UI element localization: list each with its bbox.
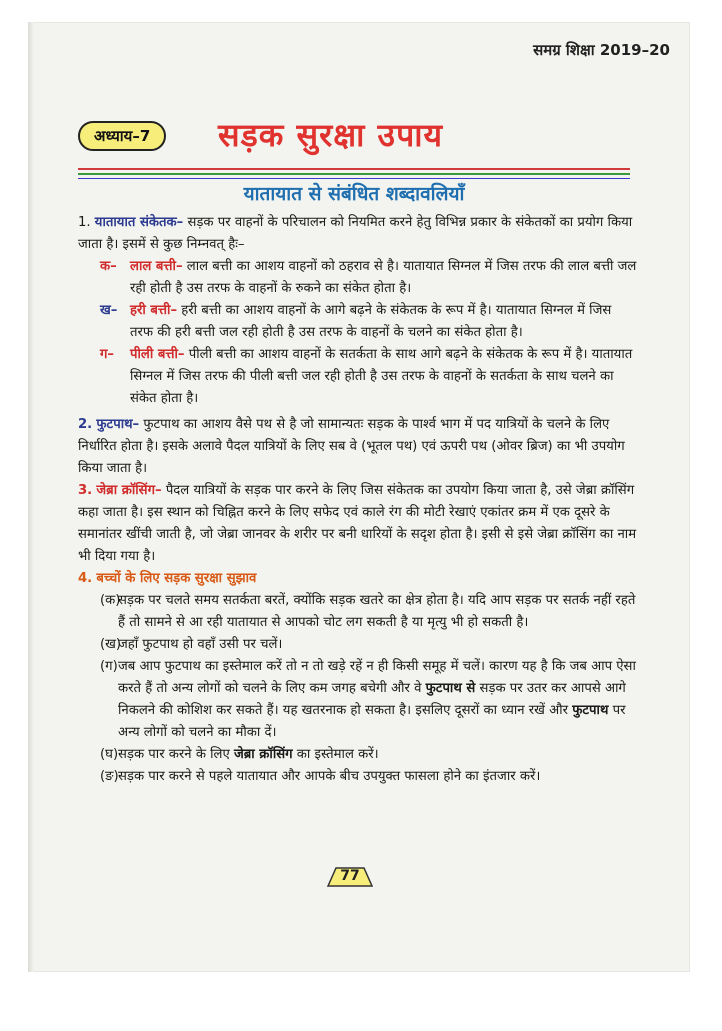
section-text: फुटपाथ का आशय वैसे पथ से है जो सामान्यतः सड़क के पार्श्व भाग में पद यात्रियों के चलने के लिए निर्धारित होता है। इसके अलावे पैदल यात्रियों के लिए सब वे (भूतल पथ) एवं ऊपरी पथ (ओवर ब्रिज) का भी उपयोग किया जाता है।: [78, 417, 625, 476]
section-number: 4.: [78, 571, 93, 586]
section-text: सड़क पर वाहनों के परिचालन को नियमित करने हेतु विभिन्न प्रकार के संकेतकों का प्रयोग किया जाता है। इसमें से कुछ निम्नवत् हैः–: [78, 215, 633, 252]
section-label: बच्चों के लिए सड़क सुरक्षा सुझाव: [96, 571, 257, 586]
tip-bold-b: फुटपाथ: [572, 703, 609, 718]
section-label: फुटपाथ–: [96, 417, 140, 432]
section-label: जेब्रा क्रॉसिंग–: [96, 483, 162, 498]
section-child-safety: [78, 568, 638, 590]
item-text: लाल बत्ती का आशय वाहनों को ठहराव से है। यातायात सिग्नल में जिस तरफ की लाल बत्ती जल रही होती है उस तरफ के वाहनों के रुकने का संकेत होता है।: [130, 259, 637, 296]
page-number: 77: [340, 868, 360, 884]
section-traffic-signs: [78, 212, 638, 256]
safety-tip-kha: [78, 634, 638, 656]
item-mark: ग–: [100, 347, 115, 362]
tip-bold-a: फुटपाथ से: [425, 681, 476, 696]
tip-tag: (क): [100, 593, 121, 608]
section-subtitle: यातायात से संबंधित शब्दावलियाँ: [243, 183, 465, 205]
safety-tip-nga: [78, 766, 638, 788]
page-number-badge: [326, 866, 374, 888]
tip-text-a: सड़क पार करने के लिए: [118, 747, 234, 762]
section-label: यातायात संकेतक–: [94, 215, 184, 230]
item-mark: ख–: [100, 303, 118, 318]
tip-bold-a: जेब्रा क्रॉसिंग: [233, 747, 293, 762]
section-number: 3.: [78, 483, 93, 498]
item-text: हरी बत्ती का आशय वाहनों के आगे बढ़ने के संकेतक के रूप में है। यातायात सिग्नल में जिस तरफ की हरी बत्ती जल रही होती है उस तरफ के वाहनों के चलने का संकेत होता है।: [130, 303, 612, 340]
signal-item-green: [78, 300, 638, 344]
divider-blue: [78, 178, 630, 179]
tip-text: सड़क पार करने से पहले यातायात और आपके बीच उपयुक्त फासला होने का इंतजार करें।: [118, 769, 541, 784]
tip-text: जहाँ फुटपाथ हो वहाँ उसी पर चलें।: [118, 637, 283, 652]
item-mark: क–: [100, 259, 117, 274]
chapter-heading: [78, 115, 638, 163]
safety-tip-ka: [78, 590, 638, 634]
tip-text-b: का इस्तेमाल करें।: [292, 747, 379, 762]
safety-tip-ga: [78, 656, 638, 744]
page-body: [78, 212, 638, 788]
section-footpath: [78, 414, 638, 480]
signal-item-red: [78, 256, 638, 300]
section-number: 1.: [78, 215, 91, 230]
divider-green: [78, 173, 630, 175]
item-label: पीली बत्ती–: [130, 347, 185, 362]
page-fold-shadow: [28, 22, 34, 972]
tip-tag: (ग): [100, 659, 118, 674]
tip-text-b: सड़क पर उतर कर आपसे आगे निकलने की कोशिश कर सकते हैं। यह खतरनाक हो सकता है। इसलिए दूसरों का ध्यान रखें और: [118, 681, 626, 718]
safety-tip-gha: [78, 744, 638, 766]
running-header: समग्र शिक्षा 2019–20: [533, 41, 670, 59]
section-text: पैदल यात्रियों के सड़क पार करने के लिए जिस संकेतक का उपयोग किया जाता है, उसे जेब्रा क्रॉसिंग कहा जाता है। इस स्थान को चिह्नित करने के लिए सफेद एवं काले रंग की मोटी रेखाएं एकांतर क्रम में एक दूसरे के समानांतर खींची जाती है, जो जेब्रा जानवर के शरीर पर बनी धारियों के सदृश होता है। इसी से इसे जेब्रा क्रॉसिंग का नाम भी दिया गया है।: [78, 483, 637, 564]
chapter-badge: अध्याय–7: [78, 121, 166, 151]
signal-item-yellow: [78, 344, 638, 410]
item-label: लाल बत्ती–: [130, 259, 183, 274]
chapter-title: सड़क सुरक्षा उपाय: [218, 116, 444, 154]
item-text: पीली बत्ती का आशय वाहनों के सतर्कता के साथ आगे बढ़ने के संकेतक के रूप में है। यातायात सिग्नल में जिस तरफ की पीली बत्ती जल रही होती है उस तरफ के वाहनों के सतर्कता के साथ चलने का संकेत होता है।: [130, 347, 633, 406]
tip-tag: (घ): [100, 747, 119, 762]
tip-text: सड़क पर चलते समय सतर्कता बरतें, क्योंकि सड़क खतरे का क्षेत्र होता है। यदि आप सड़क पर सतर्क नहीं रहते हैं तो सामने से आ रही यातायात से आपको चोट लग सकती है या मृत्यु भी हो सकती है।: [118, 593, 636, 630]
tip-text-a: जब आप फुटपाथ का इस्तेमाल करें तो न तो खड़े रहें न ही किसी समूह में चलें। कारण यह है कि जब आप ऐसा करते हैं तो अन्य लोगों को चलने के लिए कम जगह बचेगी और वे: [118, 659, 636, 696]
tip-text-c: पर अन्य लोगों को चलने का मौका दें।: [118, 703, 626, 740]
section-zebra-crossing: [78, 480, 638, 568]
tip-tag: (ख): [100, 637, 122, 652]
item-label: हरी बत्ती–: [130, 303, 178, 318]
tip-tag: (ङ): [100, 769, 119, 784]
section-number: 2.: [78, 417, 93, 432]
divider-red: [78, 168, 630, 170]
